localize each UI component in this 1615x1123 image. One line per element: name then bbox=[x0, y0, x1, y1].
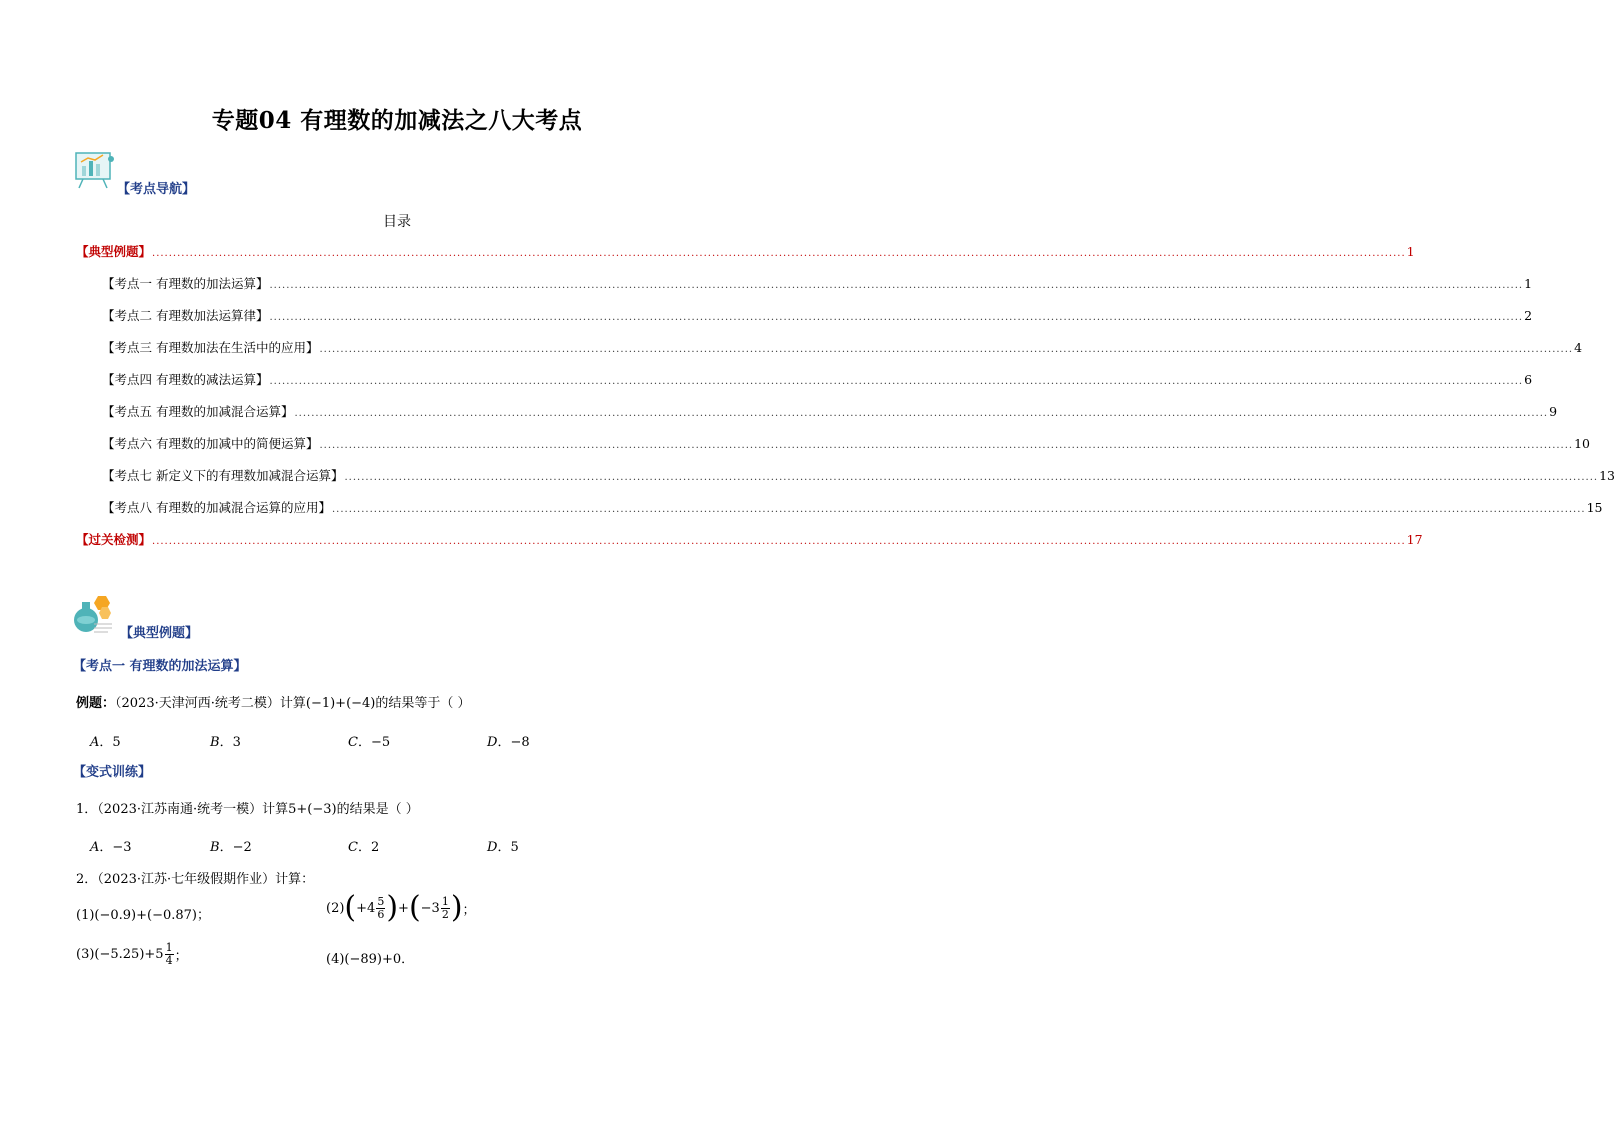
toc-leader-dots: ............................................................................................................................................................................................................................................................................................................ bbox=[152, 248, 1406, 259]
math-token bbox=[441, 896, 450, 921]
math-token: ) bbox=[386, 890, 399, 925]
math-token: (−0.9)+(−0.87) bbox=[94, 908, 198, 923]
toc-entry[interactable] bbox=[102, 402, 1558, 420]
toc-heading: 目录 bbox=[383, 214, 411, 230]
toc-entry-label: 【考点三 有理数加法在生活中的应用】 bbox=[102, 340, 319, 355]
q2-item-2 bbox=[326, 890, 476, 925]
toc-entry-label: 【典型例题】 bbox=[76, 244, 152, 259]
choice-value: 3 bbox=[232, 735, 241, 750]
q1-source: 1．（2023·江苏南通·统考一模）计算 bbox=[76, 802, 289, 817]
flask-icon bbox=[72, 594, 118, 636]
choice-letter: B bbox=[210, 840, 220, 855]
toc-entry[interactable] bbox=[102, 338, 1583, 356]
math-token: 1 bbox=[165, 941, 173, 954]
toc-entry-page: 2 bbox=[1524, 308, 1533, 323]
toc-entry-label: 【考点四 有理数的减法运算】 bbox=[102, 372, 269, 387]
example-source: （2023·天津河西·统考二模）计算 bbox=[115, 696, 306, 711]
math-token: 5 bbox=[377, 894, 385, 908]
navigation-icon bbox=[73, 150, 117, 190]
toc-leader-dots: ............................................................................................................................................................................................................................................................................................................ bbox=[269, 312, 1524, 323]
math-token: ) bbox=[450, 890, 463, 925]
math-token: (4) bbox=[326, 952, 345, 967]
toc-entry[interactable] bbox=[102, 274, 1533, 292]
math-token bbox=[165, 942, 174, 967]
nav-label: 【考点导航】 bbox=[117, 182, 196, 197]
example-question bbox=[76, 692, 471, 711]
toc-entry-page: 1 bbox=[1406, 244, 1415, 259]
math-token: 6 bbox=[377, 907, 385, 921]
math-token: ． bbox=[401, 952, 415, 967]
toc-entry-label: 【考点二 有理数加法运算律】 bbox=[102, 308, 269, 323]
choice-option[interactable]: B．3 bbox=[210, 735, 241, 750]
toc-entry-page: 13 bbox=[1599, 468, 1615, 483]
toc-entry-label: 【考点五 有理数的加减混合运算】 bbox=[102, 404, 294, 419]
math-token: +4 bbox=[356, 900, 376, 916]
q1-expression: 5+(−3) bbox=[288, 802, 337, 817]
toc-entry-page: 10 bbox=[1574, 436, 1591, 451]
toc-entry-page: 17 bbox=[1406, 532, 1423, 547]
toc-entry-page: 6 bbox=[1524, 372, 1533, 387]
toc-leader-dots: ............................................................................................................................................................................................................................................................................................................ bbox=[319, 344, 1574, 355]
choice-letter: B bbox=[210, 735, 220, 750]
math-token: (−5.25)+5 bbox=[94, 947, 164, 962]
question-1 bbox=[76, 798, 419, 817]
toc-leader-dots: ............................................................................................................................................................................................................................................................................................................ bbox=[294, 408, 1549, 419]
math-token: (3) bbox=[76, 947, 95, 962]
q2-item-1 bbox=[76, 904, 210, 923]
toc-leader-dots: ............................................................................................................................................................................................................................................................................................................ bbox=[319, 440, 1574, 451]
choice-value: −8 bbox=[510, 735, 530, 750]
example-choices bbox=[90, 731, 730, 749]
choice-letter: A bbox=[90, 735, 100, 750]
math-token: 1 bbox=[441, 894, 449, 908]
math-token: (−89)+0 bbox=[344, 952, 402, 967]
toc-entry[interactable] bbox=[102, 466, 1615, 484]
toc-entry[interactable] bbox=[76, 530, 1423, 548]
choice-value: 5 bbox=[510, 840, 519, 855]
toc-entry-label: 【考点七 新定义下的有理数加减混合运算】 bbox=[102, 468, 344, 483]
math-token: (2) bbox=[326, 900, 345, 916]
choice-value: −2 bbox=[232, 840, 252, 855]
kaodian1-title: 【考点一 有理数的加法运算】 bbox=[73, 659, 247, 674]
math-token: (1) bbox=[76, 908, 95, 923]
choice-value: 5 bbox=[112, 735, 121, 750]
math-token: −3 bbox=[420, 900, 440, 916]
choice-option[interactable]: A．5 bbox=[90, 735, 121, 750]
choice-letter: C bbox=[348, 840, 358, 855]
q1-choices bbox=[90, 836, 730, 854]
toc-entry-label: 【考点八 有理数的加减混合运算的应用】 bbox=[102, 500, 331, 515]
toc-entry-label: 【考点一 有理数的加法运算】 bbox=[102, 276, 269, 291]
math-token: ； bbox=[197, 908, 211, 923]
choice-letter: C bbox=[348, 735, 358, 750]
q2-item-4 bbox=[326, 948, 414, 967]
choice-letter: A bbox=[90, 840, 100, 855]
choice-value: −3 bbox=[112, 840, 132, 855]
example-prefix: 例题： bbox=[76, 696, 116, 711]
choice-option[interactable]: B．−2 bbox=[210, 840, 252, 855]
example-ask: 的结果等于（ ） bbox=[375, 696, 471, 711]
toc-entry[interactable] bbox=[102, 434, 1591, 452]
toc-entry-page: 1 bbox=[1524, 276, 1533, 291]
toc-entry-page: 15 bbox=[1586, 500, 1603, 515]
toc-leader-dots: ............................................................................................................................................................................................................................................................................................................ bbox=[152, 536, 1406, 547]
section-label: 【典型例题】 bbox=[120, 626, 199, 641]
choice-option[interactable]: C．2 bbox=[348, 840, 380, 855]
choice-option[interactable]: A．−3 bbox=[90, 840, 132, 855]
math-token bbox=[376, 896, 385, 921]
toc-entry[interactable] bbox=[102, 306, 1533, 324]
q1-ask: 的结果是（ ） bbox=[336, 802, 419, 817]
math-token: ； bbox=[174, 949, 188, 964]
toc-leader-dots: ............................................................................................................................................................................................................................................................................................................ bbox=[269, 376, 1524, 387]
toc-entry[interactable] bbox=[76, 242, 1415, 260]
choice-letter: D bbox=[487, 840, 498, 855]
toc-entry-label: 【过关检测】 bbox=[76, 532, 152, 547]
toc-leader-dots: ............................................................................................................................................................................................................................................................................................................ bbox=[344, 472, 1599, 483]
toc-entry-page: 9 bbox=[1549, 404, 1558, 419]
q2-item-3 bbox=[76, 942, 188, 967]
math-token: + bbox=[398, 900, 409, 916]
toc-entry[interactable] bbox=[102, 370, 1533, 388]
choice-option[interactable]: C．−5 bbox=[348, 735, 391, 750]
toc-leader-dots: ............................................................................................................................................................................................................................................................................................................ bbox=[269, 280, 1524, 291]
math-token: 4 bbox=[165, 954, 173, 967]
choice-value: −5 bbox=[370, 735, 391, 750]
choice-letter: D bbox=[487, 735, 498, 750]
math-token: ( bbox=[408, 890, 421, 925]
choice-value: 2 bbox=[370, 840, 380, 855]
math-token: ( bbox=[344, 890, 357, 925]
page-title: 专题04 有理数的加减法之八大考点 bbox=[211, 107, 583, 134]
toc-entry-label: 【考点六 有理数的加减中的简便运算】 bbox=[102, 436, 319, 451]
question-2: 2．（2023·江苏·七年级假期作业）计算： bbox=[76, 872, 315, 887]
toc-entry-page: 4 bbox=[1574, 340, 1583, 355]
choice-option[interactable]: D．5 bbox=[487, 840, 519, 855]
toc-entry[interactable] bbox=[102, 498, 1603, 516]
choice-option[interactable]: D．−8 bbox=[487, 735, 530, 750]
math-token: ； bbox=[462, 902, 476, 918]
example-expression: (−1)+(−4) bbox=[305, 696, 376, 711]
math-token: 2 bbox=[441, 907, 449, 921]
practice-label: 【变式训练】 bbox=[73, 765, 152, 780]
toc-leader-dots: ............................................................................................................................................................................................................................................................................................................ bbox=[331, 504, 1586, 515]
